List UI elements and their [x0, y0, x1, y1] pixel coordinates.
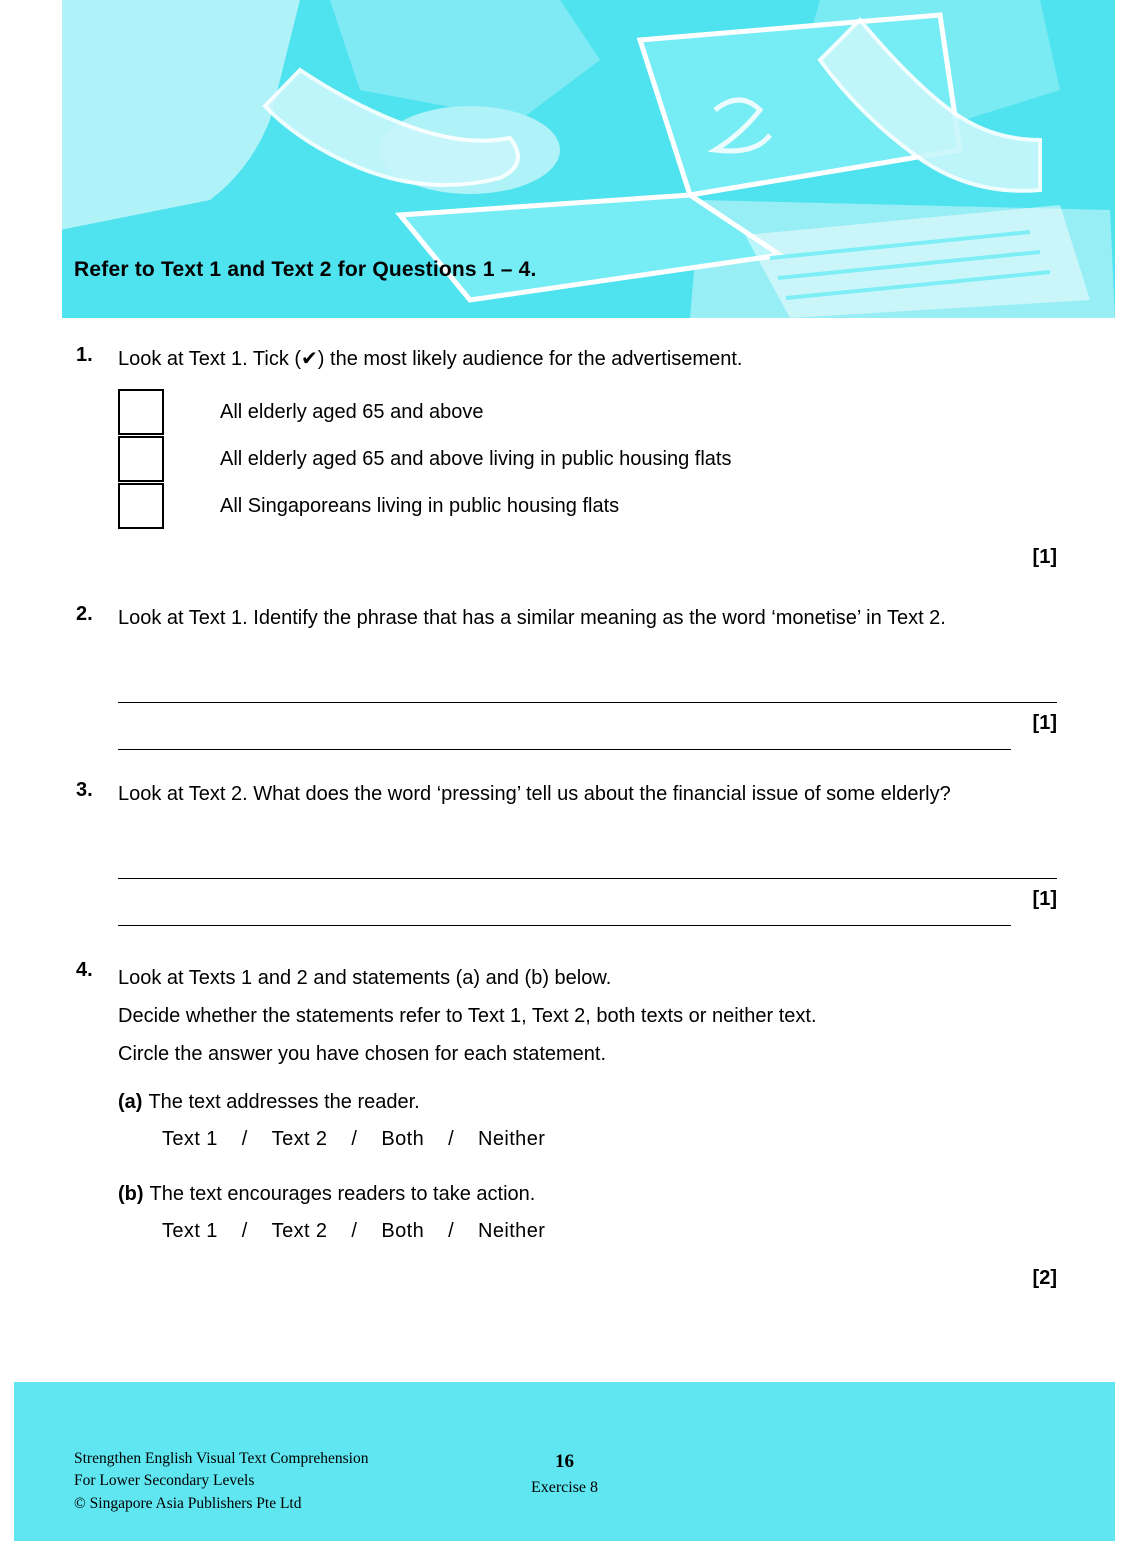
- sub-text-a: The text addresses the reader.: [148, 1091, 420, 1113]
- page-instruction: Refer to Text 1 and Text 2 for Questions 1 – 4.: [74, 258, 537, 281]
- question-2-answer-area[interactable]: [118, 656, 1057, 750]
- tick-checkbox-1[interactable]: [118, 389, 164, 435]
- question-2-number: 2.: [76, 603, 93, 625]
- choice-neither-a[interactable]: Neither: [478, 1128, 546, 1150]
- sub-text-b: The text encourages readers to take action.: [149, 1183, 536, 1205]
- exercise-label: Exercise 8: [530, 1478, 599, 1496]
- page-footer: [0, 1382, 1129, 1541]
- option-label-1: All elderly aged 65 and above: [220, 401, 484, 423]
- question-4-line-3: Circle the answer you have chosen for each statement.: [118, 1043, 607, 1065]
- question-3-number: 3.: [76, 779, 93, 801]
- question-3: [0, 779, 1129, 911]
- choice-text-1-b[interactable]: Text 1: [162, 1220, 218, 1242]
- choice-text-2-b[interactable]: Text 2: [271, 1220, 328, 1242]
- question-2: [0, 603, 1129, 735]
- question-3-text: Look at Text 2. What does the word ‘pressing’ tell us about the financial issue of some elderly?: [118, 783, 951, 805]
- option-row[interactable]: [118, 483, 1129, 530]
- sub-label-a: (a): [118, 1091, 143, 1113]
- footer-page-info: [0, 1448, 1129, 1499]
- choice-both-b[interactable]: Both: [381, 1220, 425, 1242]
- sub-label-b: (b): [118, 1183, 144, 1205]
- answer-line[interactable]: [118, 656, 1057, 703]
- option-label-2: All elderly aged 65 and above living in public housing flats: [220, 448, 732, 470]
- choices-row-b[interactable]: [160, 1220, 1129, 1243]
- choice-text-1-a[interactable]: Text 1: [162, 1128, 218, 1150]
- question-4-number: 4.: [76, 959, 93, 981]
- question-4-sub-b: [118, 1183, 1129, 1206]
- choice-neither-b[interactable]: Neither: [478, 1220, 546, 1242]
- question-4-line-2: Decide whether the statements refer to Text 1, Text 2, both texts or neither text.: [118, 1005, 817, 1027]
- tick-checkbox-2[interactable]: [118, 436, 164, 482]
- choice-separator: /: [241, 1220, 248, 1242]
- choice-both-a[interactable]: Both: [381, 1128, 425, 1150]
- option-label-3: All Singaporeans living in public housing flats: [220, 495, 620, 517]
- choice-text-2-a[interactable]: Text 2: [271, 1128, 328, 1150]
- question-3-marks: [1]: [1032, 888, 1057, 910]
- choice-separator: /: [448, 1220, 455, 1242]
- tick-checkbox-3[interactable]: [118, 483, 164, 529]
- question-1-text: Look at Text 1. Tick (✔) the most likely audience for the advertisement.: [118, 348, 743, 370]
- question-4-line-1: Look at Texts 1 and 2 and statements (a) and (b) below.: [118, 967, 612, 989]
- answer-line[interactable]: [118, 832, 1057, 879]
- questions-container: [0, 318, 1129, 1290]
- question-4-marks: [2]: [1032, 1267, 1057, 1289]
- decorative-header-banner: [0, 0, 1129, 318]
- choice-separator: /: [241, 1128, 248, 1150]
- question-1: [0, 318, 1129, 569]
- footer-title-line: Strengthen English Visual Text Comprehension: [74, 1450, 369, 1467]
- footer-copyright-line: © Singapore Asia Publishers Pte Ltd: [74, 1494, 302, 1512]
- question-4: [0, 959, 1129, 1290]
- question-1-options: [118, 389, 1129, 530]
- option-row[interactable]: [118, 389, 1129, 436]
- choice-separator: /: [351, 1128, 358, 1150]
- choice-separator: /: [448, 1128, 455, 1150]
- choice-separator: /: [351, 1220, 358, 1242]
- footer-level-line: For Lower Secondary Levels: [74, 1472, 255, 1490]
- question-3-answer-area[interactable]: [118, 832, 1057, 926]
- question-1-marks: [1]: [1032, 546, 1057, 568]
- option-row[interactable]: [118, 436, 1129, 483]
- question-4-sub-a: [118, 1091, 1129, 1114]
- question-2-text: Look at Text 1. Identify the phrase that has a similar meaning as the word ‘monetise’ in Text 2.: [118, 607, 946, 629]
- page-number: 16: [555, 1451, 574, 1472]
- question-1-number: 1.: [76, 344, 93, 366]
- choices-row-a[interactable]: [160, 1128, 1129, 1151]
- question-2-marks: [1]: [1032, 712, 1057, 734]
